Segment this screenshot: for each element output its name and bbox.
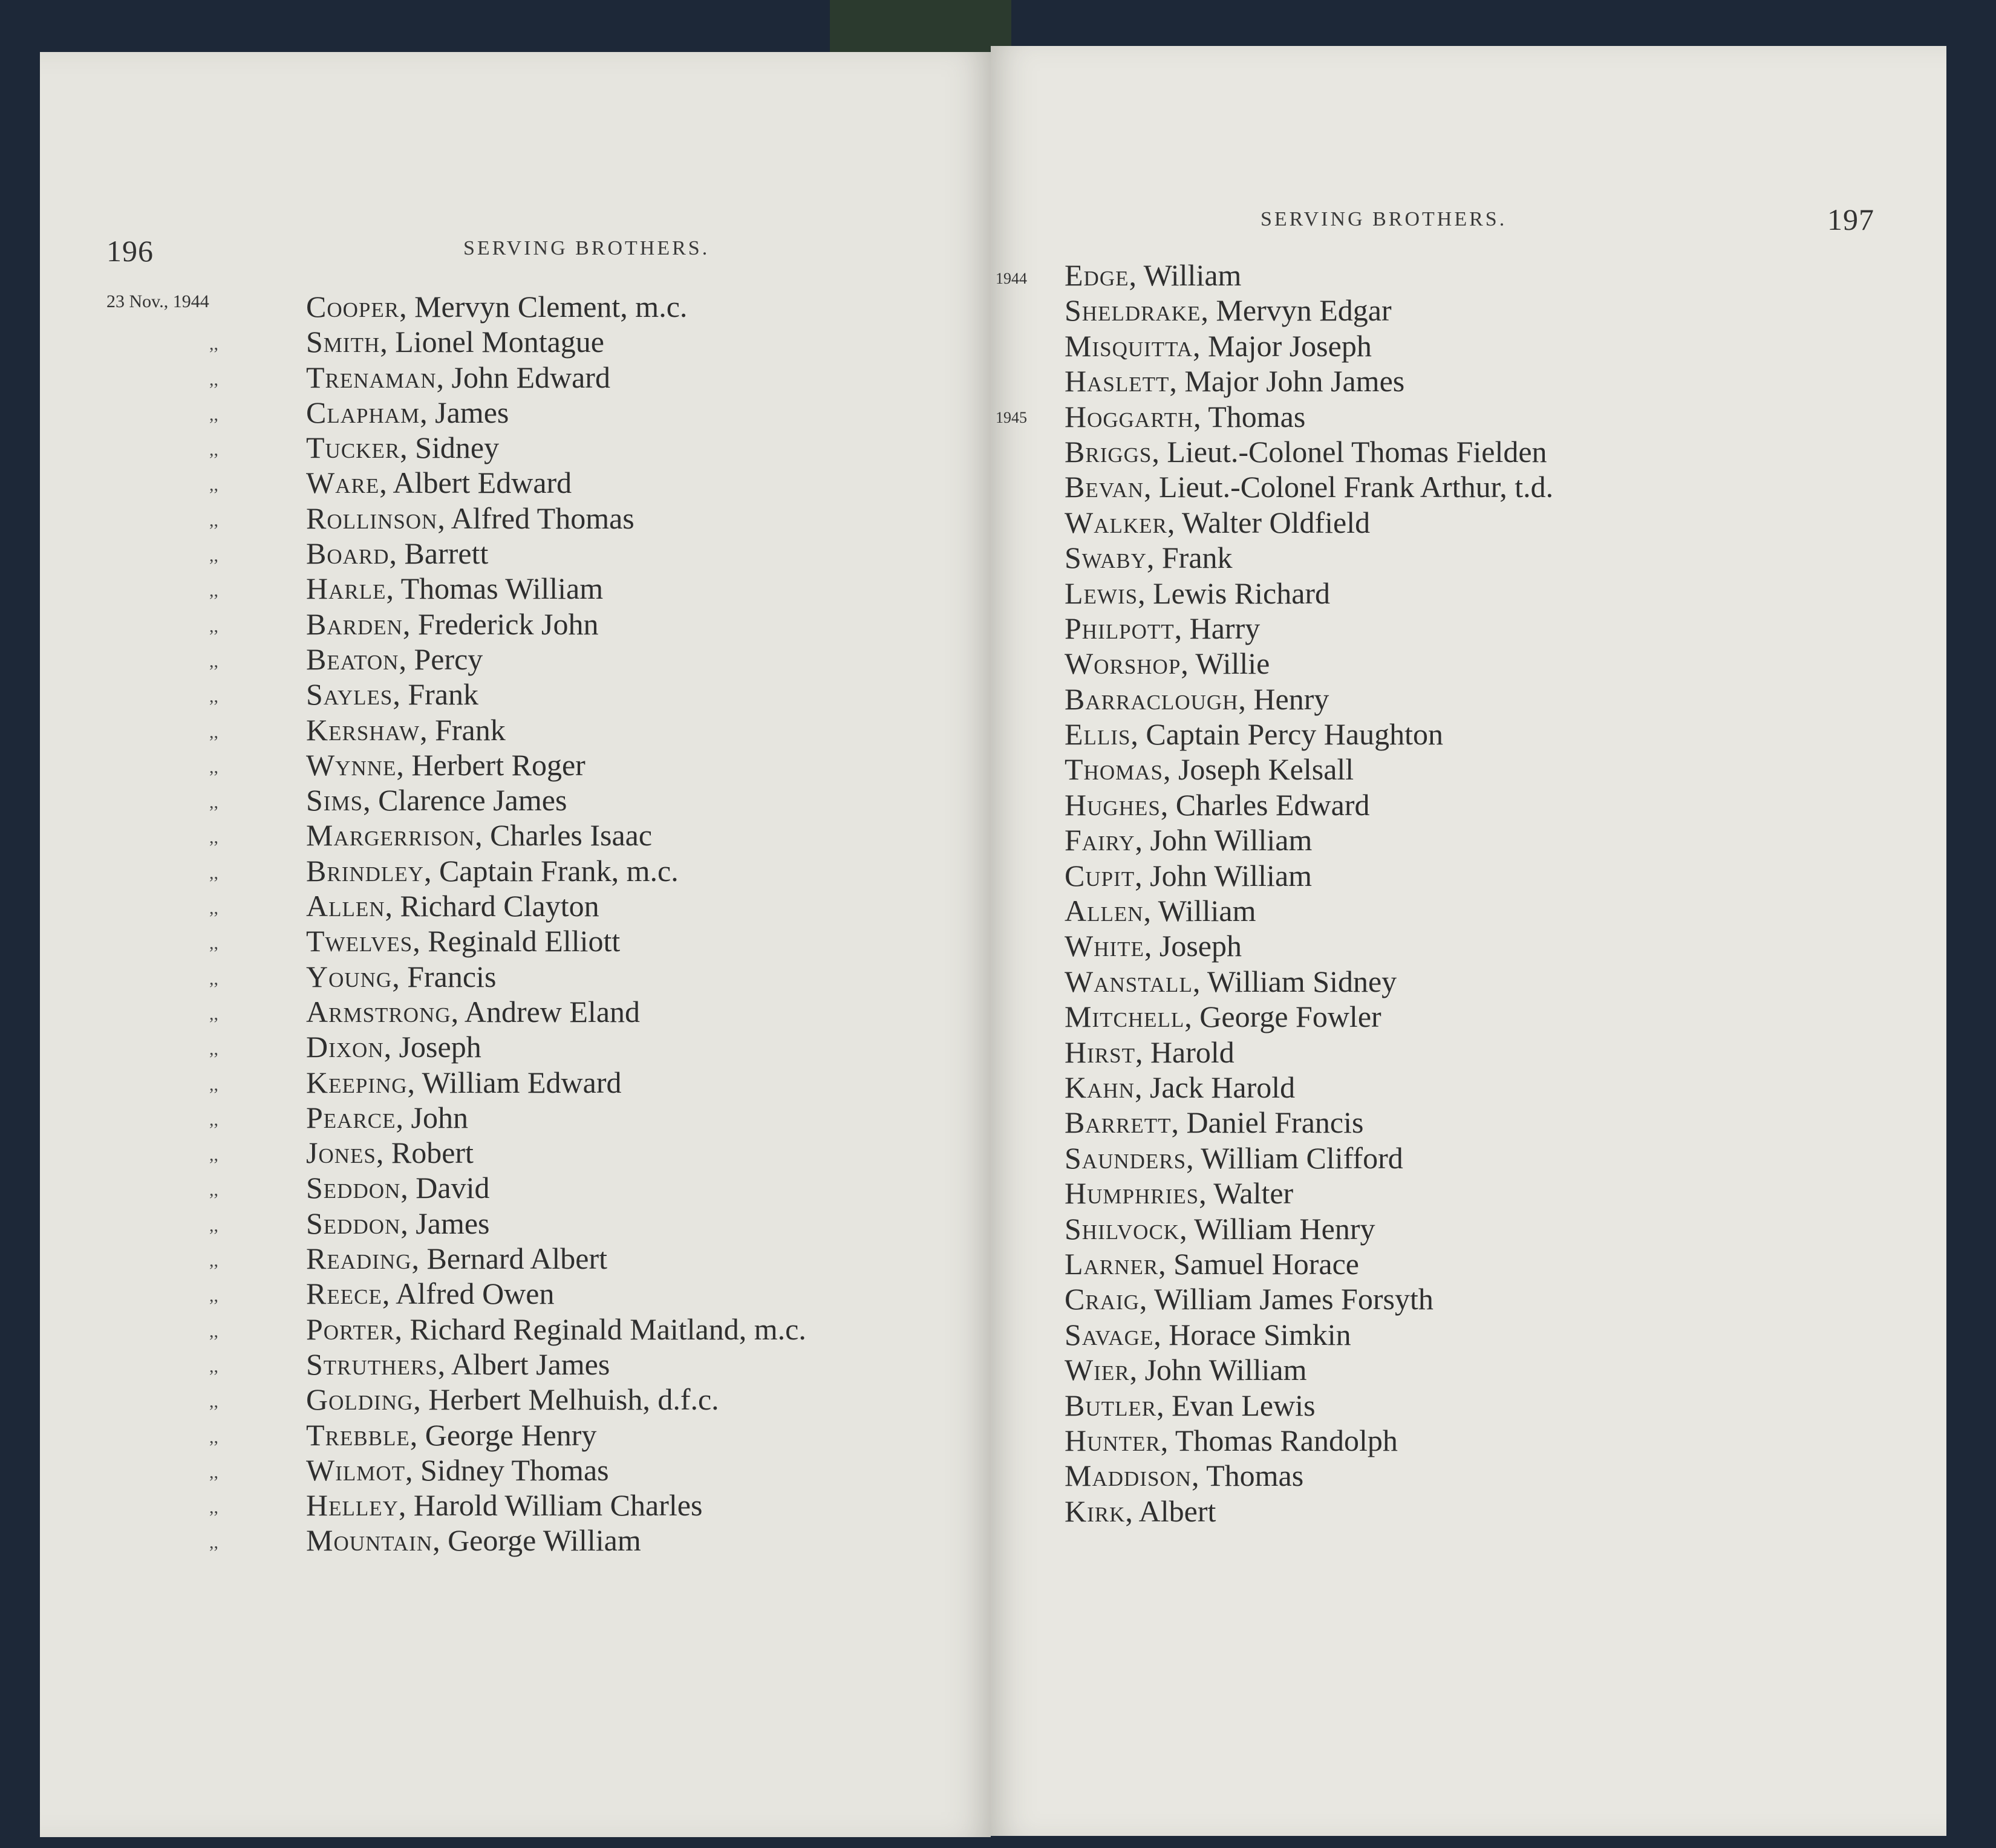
surname: Golding xyxy=(306,1382,414,1417)
member-name xyxy=(306,1347,610,1382)
ditto-mark: ,, xyxy=(209,1215,218,1235)
ditto-mark: ,, xyxy=(209,510,218,530)
given-names: , William Henry xyxy=(1179,1211,1375,1246)
given-names: , Thomas xyxy=(1193,399,1306,434)
given-names: , Jack Harold xyxy=(1134,1070,1296,1104)
given-names: , Lieut.-Colonel Thomas Fielden xyxy=(1152,434,1547,469)
member-name xyxy=(1065,999,1381,1034)
member-name xyxy=(1065,928,1242,963)
member-name xyxy=(1065,434,1547,469)
member-name xyxy=(306,536,488,571)
ditto-mark: ,, xyxy=(209,1251,218,1271)
surname: Hughes xyxy=(1065,787,1161,822)
surname: Beaton xyxy=(306,642,399,676)
member-name xyxy=(306,1276,555,1311)
given-names: , Walter Oldfield xyxy=(1167,505,1371,539)
surname: Worshop xyxy=(1065,646,1181,681)
given-names: , Harry xyxy=(1174,611,1261,645)
member-name xyxy=(1065,1494,1216,1529)
given-names: , Frank xyxy=(1146,541,1233,575)
member-name xyxy=(1065,1423,1398,1458)
given-names: , Thomas William xyxy=(386,571,604,606)
surname: Savage xyxy=(1065,1317,1154,1352)
member-name xyxy=(1065,611,1260,646)
surname: Kershaw xyxy=(306,712,420,747)
member-name xyxy=(306,1417,596,1453)
surname: Allen xyxy=(1065,894,1144,928)
member-name xyxy=(1065,1140,1403,1176)
surname: Rollinson xyxy=(306,501,438,535)
surname: Reece xyxy=(306,1277,382,1311)
surname: Barrett xyxy=(1065,1105,1172,1140)
member-name xyxy=(306,324,604,359)
surname: Young xyxy=(306,959,393,994)
given-names: , Richard Clayton xyxy=(385,889,599,923)
ditto-mark: ,, xyxy=(209,1462,218,1482)
ditto-mark: ,, xyxy=(209,1109,218,1130)
ditto-mark: ,, xyxy=(209,1286,218,1306)
surname: Trebble xyxy=(306,1417,410,1452)
given-names: , William Sidney xyxy=(1192,964,1397,998)
surname: Board xyxy=(306,536,390,571)
given-names: , Barrett xyxy=(389,536,489,571)
member-name xyxy=(1065,328,1372,363)
member-name xyxy=(1065,540,1233,575)
ditto-mark: ,, xyxy=(209,1497,218,1518)
ditto-mark: ,, xyxy=(209,898,218,919)
given-names: , Albert xyxy=(1125,1494,1216,1528)
right-page xyxy=(991,46,1946,1836)
given-names: , Horace Simkin xyxy=(1153,1317,1351,1352)
ditto-mark: ,, xyxy=(209,827,218,848)
surname: White xyxy=(1065,929,1144,963)
surname: Seddon xyxy=(306,1206,401,1240)
surname: Trenaman xyxy=(306,360,437,394)
surname: Wynne xyxy=(306,747,397,782)
member-name xyxy=(306,1488,702,1523)
member-name xyxy=(306,289,687,324)
given-names: , Herbert Melhuish, d.f.c. xyxy=(413,1382,719,1417)
given-names: , Joseph xyxy=(383,1030,481,1064)
member-name xyxy=(306,465,572,500)
ditto-mark: ,, xyxy=(209,1356,218,1376)
surname: Mitchell xyxy=(1065,1000,1185,1034)
given-names: , John xyxy=(396,1100,469,1134)
member-name xyxy=(1065,1035,1234,1070)
surname: Harle xyxy=(306,571,386,606)
surname: Porter xyxy=(306,1312,395,1346)
surname: Hunter xyxy=(1065,1423,1161,1457)
surname: Butler xyxy=(1065,1388,1157,1422)
ditto-mark: ,, xyxy=(209,616,218,636)
ditto-mark: ,, xyxy=(209,1532,218,1553)
surname: Lewis xyxy=(1065,576,1138,610)
given-names: , Clarence James xyxy=(363,783,567,818)
given-names: , George Fowler xyxy=(1184,1000,1381,1034)
given-names: , George William xyxy=(432,1523,641,1558)
given-names: , George Henry xyxy=(409,1417,597,1452)
ditto-mark: ,, xyxy=(209,686,218,707)
ditto-mark: ,, xyxy=(209,721,218,742)
ditto-mark: ,, xyxy=(209,581,218,601)
surname: Kahn xyxy=(1065,1070,1135,1104)
ditto-mark: ,, xyxy=(209,756,218,777)
surname: Seddon xyxy=(306,1171,401,1205)
surname: Armstrong xyxy=(306,994,451,1029)
given-names: , John William xyxy=(1135,823,1313,857)
surname: Allen xyxy=(306,889,385,923)
surname: Sims xyxy=(306,783,364,818)
member-name xyxy=(306,571,603,606)
ditto-mark: ,, xyxy=(209,1003,218,1024)
member-name xyxy=(1065,293,1392,328)
surname: Fairy xyxy=(1065,823,1135,857)
surname: Humphries xyxy=(1065,1176,1199,1211)
given-names: , Andrew Eland xyxy=(451,994,641,1029)
surname: Edge xyxy=(1065,258,1129,292)
member-name xyxy=(306,994,640,1029)
given-names: , Alfred Thomas xyxy=(437,501,634,535)
given-names: , Lionel Montague xyxy=(380,325,605,359)
surname: Ware xyxy=(306,466,380,500)
member-name xyxy=(1065,1176,1293,1211)
date-fragment: 1945 xyxy=(996,409,1027,426)
member-name xyxy=(306,888,599,923)
given-names: , Percy xyxy=(399,642,483,676)
member-name xyxy=(1065,576,1330,611)
given-names: , Albert James xyxy=(437,1347,610,1381)
member-name xyxy=(306,1453,609,1488)
given-names: , Sidney xyxy=(400,431,500,465)
ditto-mark: ,, xyxy=(209,1039,218,1059)
member-name xyxy=(1065,399,1305,434)
member-name xyxy=(306,360,610,395)
running-head: SERVING BROTHERS. xyxy=(463,237,710,259)
member-name xyxy=(1065,1458,1303,1493)
surname: Reading xyxy=(306,1241,412,1276)
surname: Kirk xyxy=(1065,1494,1126,1528)
given-names: , Captain Frank, m.c. xyxy=(423,853,679,888)
given-names: , Harold xyxy=(1135,1035,1234,1069)
surname: Sayles xyxy=(306,677,393,712)
member-name xyxy=(1065,858,1312,893)
member-name xyxy=(306,430,499,465)
given-names: , John William xyxy=(1129,1353,1307,1387)
surname: Philpott xyxy=(1065,611,1175,645)
member-name xyxy=(306,607,598,642)
surname: Thomas xyxy=(1065,752,1163,787)
surname: Barraclough xyxy=(1065,682,1239,716)
surname: Twelves xyxy=(306,924,413,958)
ditto-mark: ,, xyxy=(209,369,218,389)
surname: Craig xyxy=(1065,1282,1140,1316)
surname: Keeping xyxy=(306,1065,408,1099)
surname: Struthers xyxy=(306,1347,438,1381)
ditto-mark: ,, xyxy=(209,968,218,989)
given-names: , Charles Edward xyxy=(1160,787,1370,822)
given-names: , Mervyn Edgar xyxy=(1201,293,1392,328)
member-name xyxy=(306,1382,719,1417)
given-names: , Walter xyxy=(1199,1176,1294,1211)
ditto-mark: ,, xyxy=(209,1145,218,1165)
member-name xyxy=(306,747,585,782)
ditto-mark: ,, xyxy=(209,404,218,425)
given-names: , Joseph xyxy=(1144,929,1242,963)
ditto-mark: ,, xyxy=(209,1427,218,1447)
surname: Sheldrake xyxy=(1065,293,1201,328)
member-name xyxy=(306,1206,490,1241)
given-names: , Alfred Owen xyxy=(382,1277,555,1311)
ditto-mark: ,, xyxy=(209,545,218,566)
ditto-mark: ,, xyxy=(209,475,218,495)
given-names: , Reginald Elliott xyxy=(413,924,621,958)
member-name xyxy=(1065,258,1241,293)
member-name xyxy=(306,1135,474,1170)
member-name xyxy=(306,395,509,430)
given-names: , John Edward xyxy=(436,360,610,394)
member-name xyxy=(1065,752,1354,787)
given-names: , Harold William Charles xyxy=(398,1488,703,1523)
surname: Cupit xyxy=(1065,858,1135,893)
member-name xyxy=(306,1029,481,1064)
ditto-mark: ,, xyxy=(209,792,218,813)
given-names: , Thomas xyxy=(1191,1459,1304,1493)
given-names: , William xyxy=(1129,258,1242,292)
given-names: , Frederick John xyxy=(402,607,599,641)
member-name xyxy=(1065,1246,1359,1281)
member-name xyxy=(306,818,652,853)
given-names: , Willie xyxy=(1181,646,1270,681)
surname: Swaby xyxy=(1065,541,1147,575)
member-name xyxy=(1065,893,1256,928)
member-name xyxy=(306,642,483,677)
given-names: , Richard Reginald Maitland, m.c. xyxy=(394,1312,806,1346)
member-name xyxy=(306,677,478,712)
surname: Wier xyxy=(1065,1353,1130,1387)
ditto-mark: ,, xyxy=(209,933,218,954)
given-names: , William James Forsyth xyxy=(1139,1282,1433,1316)
member-name xyxy=(1065,363,1404,399)
given-names: , Major Joseph xyxy=(1193,328,1372,363)
ditto-mark: ,, xyxy=(209,1391,218,1412)
member-name xyxy=(1065,682,1329,717)
surname: Jones xyxy=(306,1136,376,1170)
given-names: , Henry xyxy=(1238,682,1329,716)
page-number: 197 xyxy=(1827,203,1874,236)
surname: Margerrison xyxy=(306,818,475,853)
given-names: , Mervyn Clement, m.c. xyxy=(399,290,688,324)
member-name xyxy=(1065,1317,1351,1352)
surname: Helley xyxy=(306,1488,399,1523)
ditto-mark: ,, xyxy=(209,651,218,671)
left-page xyxy=(40,52,991,1837)
member-name xyxy=(306,1241,607,1276)
given-names: , Lieut.-Colonel Frank Arthur, t.d. xyxy=(1144,470,1554,504)
surname: Shilvock xyxy=(1065,1211,1180,1246)
given-names: , John William xyxy=(1135,858,1313,893)
member-name xyxy=(306,853,679,888)
given-names: , Albert Edward xyxy=(379,466,572,500)
surname: Brindley xyxy=(306,853,424,888)
given-names: , Frank xyxy=(393,677,479,712)
given-names: , Herbert Roger xyxy=(396,747,585,782)
ditto-mark: ,, xyxy=(209,1321,218,1341)
given-names: , Thomas Randolph xyxy=(1160,1423,1398,1457)
given-names: , Robert xyxy=(376,1136,474,1170)
surname: Hoggarth xyxy=(1065,399,1194,434)
member-name xyxy=(1065,646,1270,681)
surname: Larner xyxy=(1065,1246,1159,1281)
member-name xyxy=(1065,1281,1433,1316)
surname: Mountain xyxy=(306,1523,433,1558)
member-name xyxy=(1065,1211,1375,1246)
member-name xyxy=(306,501,634,536)
given-names: , Joseph Kelsall xyxy=(1163,752,1354,787)
surname: Hirst xyxy=(1065,1035,1135,1069)
member-name xyxy=(306,923,620,958)
given-names: , Sidney Thomas xyxy=(405,1453,609,1487)
member-name xyxy=(1065,505,1370,540)
given-names: , James xyxy=(400,1206,490,1240)
running-head: SERVING BROTHERS. xyxy=(1261,208,1507,230)
surname: Walker xyxy=(1065,505,1167,539)
given-names: , William Clifford xyxy=(1186,1140,1403,1175)
given-names: , Charles Isaac xyxy=(475,818,653,853)
surname: Haslett xyxy=(1065,364,1170,399)
member-name xyxy=(1065,787,1370,822)
surname: Saunders xyxy=(1065,1140,1187,1175)
given-names: , Major John James xyxy=(1169,364,1405,399)
given-names: , William xyxy=(1143,894,1256,928)
given-names: , Frank xyxy=(420,712,506,747)
member-name xyxy=(306,1312,806,1347)
ditto-mark: ,, xyxy=(209,862,218,883)
surname: Maddison xyxy=(1065,1459,1192,1493)
ditto-mark: ,, xyxy=(209,1074,218,1095)
surname: Tucker xyxy=(306,431,400,465)
member-name xyxy=(306,712,506,747)
member-name xyxy=(1065,822,1312,857)
date-fragment: 1944 xyxy=(996,270,1027,287)
surname: Wilmot xyxy=(306,1453,406,1487)
member-name xyxy=(306,782,567,818)
ditto-mark: ,, xyxy=(209,440,218,460)
date-entry: 23 Nov., 1944 xyxy=(106,291,209,311)
member-name xyxy=(306,1065,621,1100)
member-name xyxy=(1065,964,1397,999)
ditto-mark: ,, xyxy=(209,334,218,354)
given-names: , William Edward xyxy=(407,1065,622,1099)
given-names: , Samuel Horace xyxy=(1158,1246,1359,1281)
given-names: , David xyxy=(400,1171,490,1205)
surname: Bevan xyxy=(1065,470,1144,504)
given-names: , Bernard Albert xyxy=(411,1241,608,1276)
member-name xyxy=(306,1100,468,1135)
member-name xyxy=(1065,1388,1316,1423)
member-name xyxy=(306,1523,641,1558)
member-name xyxy=(1065,469,1553,504)
surname: Smith xyxy=(306,325,380,359)
surname: Wanstall xyxy=(1065,964,1193,998)
given-names: , Daniel Francis xyxy=(1171,1105,1364,1140)
member-name xyxy=(306,959,496,994)
given-names: , Francis xyxy=(392,959,497,994)
member-name xyxy=(1065,1352,1306,1387)
surname: Briggs xyxy=(1065,434,1152,469)
surname: Ellis xyxy=(1065,717,1131,752)
given-names: , Captain Percy Haughton xyxy=(1130,717,1443,752)
surname: Dixon xyxy=(306,1030,384,1064)
book-spine xyxy=(830,0,1011,60)
page-number: 196 xyxy=(106,234,154,268)
member-name xyxy=(1065,717,1443,752)
given-names: , James xyxy=(420,395,509,429)
member-name xyxy=(1065,1105,1363,1140)
given-names: , Evan Lewis xyxy=(1156,1388,1316,1422)
surname: Clapham xyxy=(306,395,420,429)
ditto-mark: ,, xyxy=(209,1180,218,1200)
surname: Pearce xyxy=(306,1100,396,1134)
member-name xyxy=(1065,1070,1295,1105)
surname: Misquitta xyxy=(1065,328,1193,363)
surname: Cooper xyxy=(306,290,400,324)
surname: Barden xyxy=(306,607,403,641)
member-name xyxy=(306,1170,490,1205)
given-names: , Lewis Richard xyxy=(1138,576,1331,610)
